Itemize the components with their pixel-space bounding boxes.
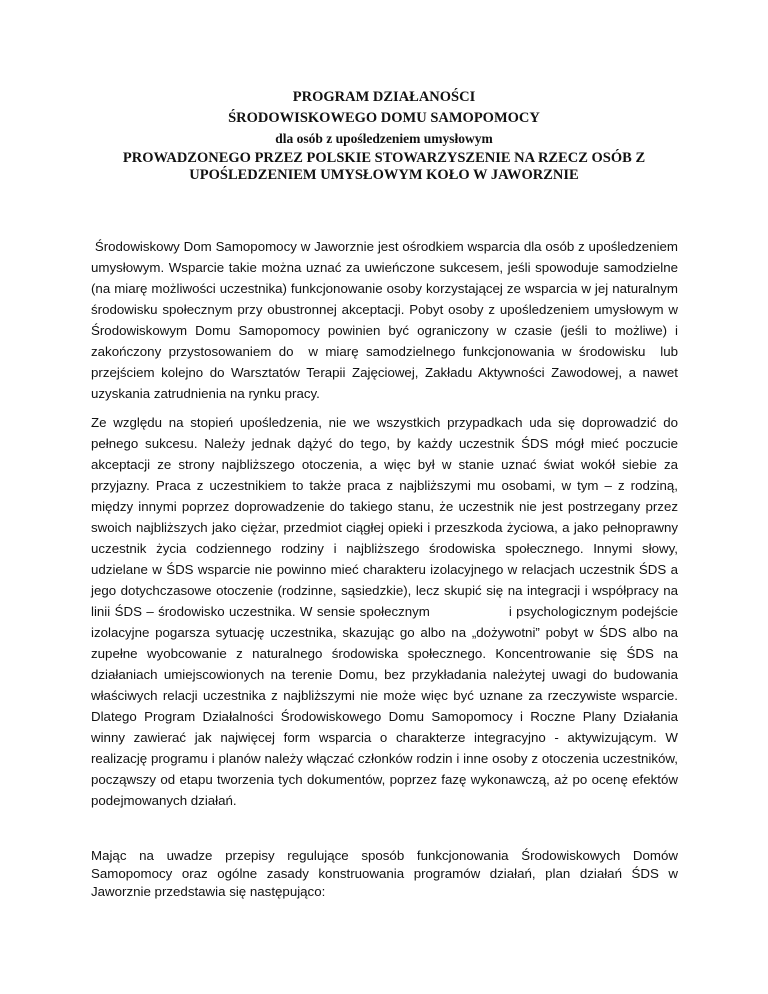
subtitle-line: dla osób z upośledzeniem umysłowym <box>275 131 493 146</box>
paragraph-2: Ze względu na stopień upośledzenia, nie we wszystkich przypadkach uda się doprowadzić do pełnego sukcesu. Należy jednak dążyć do tego, by każdy uczestnik ŚDS mógł mieć poczucie akceptacji ze strony najbliższego otoczenia, a więc był w stanie uznać świat wokół siebie za przyjazny. Praca z uczestnikiem to także praca z najbliższymi mu osobami, w tym – z rodziną, między innymi poprzez doprowadzenie do takiego stanu, że uczestnik nie jest postrzegany przez swoich najbliższych jako ciężar, przedmiot ciągłej opieki i przeszkoda życiowa, a jako pełnoprawny uczestnik życia codziennego rodziny i najbliższego środowiska społecznego. Innymi słowy, udzielane w ŚDS wsparcie nie powinno mieć charakteru izolacyjnego w relacjach uczestnik ŚDS a jego dotychczasowe otoczenie (rodzinne, sąsiedzkie), lecz skupić się na integracji i współpracy na linii ŚDS – środowisko uczestnika. W sensie społecznym i psychologicznym podejście izolacyjne pogarsza sytuację uczestnika, skazując go albo na „dożywotni” pobyt w ŚDS albo na zupełne wyobcowanie z naturalnego środowiska społecznego. Koncentrowanie się ŚDS na działaniach umiejscowionych na terenie Domu, bez przykładania należytej uwagi do budowania właściwych relacji uczestnika z najbliższymi nie może więc być uznane za rzeczywiste wsparcie. Dlatego Program Działalności Środowiskowego Domu Samopomocy i Roczne Plany Działania winny zawierać jak najwięcej form wsparcia o charakterze integracyjno - aktywizującym. W realizację programu i planów należy włączać członków rodzin i inne osoby z otoczenia uczestników, począwszy od etapu tworzenia tych dokumentów, poprzez fazę wykonawczą, aż po ocenę efektów podejmowanych działań. <box>91 415 686 808</box>
title-line-1: PROGRAM DZIAŁANOŚCI <box>292 89 476 105</box>
paragraph-3: Mając na uwadze przepisy regulujące sposób funkcjonowania Środowiskowych Domów Samopomocy oraz ogólne zasady konstruowania programów działań, plan działań ŚDS w Jaworznie przedstawia się następująco: <box>91 848 678 899</box>
document-header <box>0 88 768 184</box>
paragraph-1: Środowiskowy Dom Samopomocy w Jaworznie jest ośrodkiem wsparcia dla osób z upośledzeniem umysłowym. Wsparcie takie można uznać za uwieńczone sukcesem, jeśli spowoduje samodzielne (na miarę możliwości uczestnika) funkcjonowanie osoby korzystającej ze wsparcia w jej naturalnym środowisku społecznym przy obustronnej akceptacji. Pobyt osoby z upośledzeniem umysłowym w Środowiskowym Domu Samopomocy powinien być ograniczony w czasie (jeśli to możliwe) i zakończony przystosowaniem do w miarę samodzielnego funkcjonowania w środowisku lub przejściem kolejno do Warsztatów Terapii Zajęciowej, Zakładu Aktywności Zawodowej, a nawet uzyskania zatrudnienia na rynku pracy. <box>91 239 682 401</box>
organization-title: PROWADZONEGO PRZEZ POLSKIE STOWARZYSZENIE NA RZECZ OSÓB Z UPOŚLEDZENIEM UMYSŁOWYM KOŁO W JAWORZNIE <box>122 150 646 183</box>
title-line-2: ŚRODOWISKOWEGO DOMU SAMOPOMOCY <box>228 110 540 126</box>
document-body <box>91 236 686 901</box>
